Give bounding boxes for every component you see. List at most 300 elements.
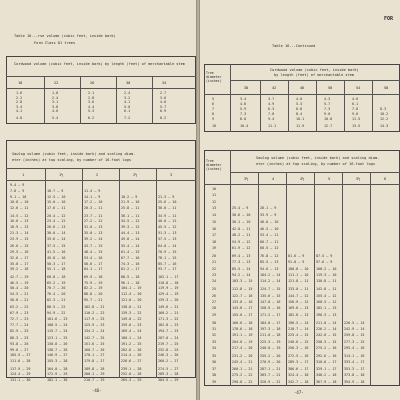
- row-stub: 13: [212, 206, 217, 211]
- right-bottom-stub-header: Tree diameter (inches): [206, 159, 222, 171]
- table-cell: 182.8 — 23: [158, 322, 179, 327]
- table-cell: 232.8 — 25: [158, 347, 179, 352]
- table-cell: 43.7 — 15: [84, 244, 103, 249]
- table-cell: 2.8: [88, 95, 95, 100]
- table-cell: 6.9: [160, 109, 167, 114]
- table-cell: 57.5 — 13: [158, 236, 177, 241]
- table-cell: 23.4 — 12: [47, 219, 66, 224]
- table-cell: 29.5 — 16: [10, 250, 29, 254]
- table-cell: 258.3 — 15: [316, 339, 337, 344]
- right-bottom-header-line2: eter (inches) at top scaling, by number of 16-foot logs: [256, 162, 375, 166]
- table-cell: 76.8 — 12: [260, 253, 279, 258]
- table-cell: 7.8 — 9: [10, 188, 25, 193]
- table-cell: 4.6: [352, 97, 359, 101]
- table-cell: 367.9 — 18: [316, 379, 337, 384]
- table-cell: 102.8 — 21: [84, 305, 105, 310]
- table-cell: 246.3 — 26: [158, 353, 179, 358]
- table-cell: 231.2 — 20: [232, 354, 253, 358]
- table-cell: 104.2 — 14: [260, 273, 281, 277]
- table-cell: 117.9 — 23: [84, 317, 105, 321]
- table-cell: 53.4 — 16: [84, 255, 103, 260]
- table-cell: 94.9 — 22: [47, 311, 66, 316]
- table-cell: 2.4: [124, 91, 131, 95]
- table-cell: 5.7: [160, 104, 167, 109]
- table-cell: 3.6: [88, 100, 95, 105]
- table-cell: 45.8 — 16: [47, 255, 66, 260]
- table-cell: 225.3 — 19: [260, 339, 281, 344]
- table-cell: 158.9 — 16: [260, 306, 281, 311]
- table-cell: 256.3 — 16: [288, 346, 309, 351]
- table-cell: 9.0: [324, 112, 331, 116]
- table-cell: 329.1 — 17: [316, 366, 337, 371]
- table-cell: 189.8 — 28: [84, 366, 105, 371]
- table-cell: 10.8: [324, 117, 333, 121]
- row-stub: 5: [212, 97, 215, 101]
- table-cell: 48.2 — 11: [232, 233, 251, 238]
- table-cell: 6.1: [124, 109, 131, 114]
- table-cell: 4.0: [296, 97, 303, 101]
- table-cell: 164.0 — 28: [47, 366, 68, 371]
- table-cell: 134.2 — 24: [84, 328, 105, 333]
- table-cell: 95.7 — 21: [84, 298, 103, 302]
- table-cell: 58.6 — 17: [84, 261, 103, 266]
- table-cell: 121.8 — 11: [288, 279, 309, 284]
- table-cell: 100.8 — 10: [288, 266, 309, 271]
- table-cell: 4.1: [124, 100, 131, 105]
- table-cell: 97.6 — 9: [316, 260, 333, 265]
- table-cell: 10.2: [380, 112, 389, 116]
- table-cell: 217.4 — 20: [232, 346, 253, 351]
- table-cell: 191.1 — 19: [232, 333, 253, 338]
- column-header: 6: [384, 177, 387, 181]
- table-cell: 171.3 — 22: [158, 317, 179, 321]
- left-bottom-header-line1: Sawlog volume (cubic feet, inside bark) and scaling diam-: [12, 152, 136, 156]
- row-stub: 33: [212, 339, 217, 344]
- left-page: [0, 0, 197, 400]
- table-cell: 292.6 — 16: [316, 354, 337, 358]
- table-cell: 122.7 — 16: [232, 293, 253, 298]
- table-cell: 67.9 — 23: [10, 311, 29, 316]
- table-cell: 239.1 — 28: [121, 366, 142, 371]
- table-cell: 130.8 — 11: [316, 279, 337, 284]
- table-cell: 124.7 — 15: [260, 287, 281, 292]
- row-stub: 31: [212, 327, 217, 331]
- table-cell: 110.2 — 22: [84, 311, 105, 316]
- table-cell: 245.4 — 21: [232, 360, 253, 365]
- table-cell: 139.3 — 22: [121, 311, 142, 316]
- table-cell: 115.7 — 24: [47, 328, 68, 333]
- table-cell: 65.2 — 19: [47, 280, 66, 285]
- table-cell: 133.0 — 11: [288, 287, 309, 292]
- table-cell: 27.2 — 12: [84, 219, 103, 224]
- column-header: 5½: [356, 177, 361, 181]
- left-title-line1: Table 16.--rse volume (cubic feet, inside bark): [14, 34, 116, 38]
- column-header: 1: [22, 173, 25, 177]
- row-stub: 35: [212, 354, 217, 358]
- table-cell: 155.3 — 28: [47, 359, 68, 364]
- table-cell: 135.6 — 15: [260, 293, 281, 298]
- table-cell: 10.8 — 10: [10, 200, 29, 205]
- table-cell: 255.2 — 20: [260, 354, 281, 358]
- row-stub: 23: [212, 273, 217, 277]
- row-stub: 16: [212, 226, 217, 231]
- table-cell: 39.3 — 12: [121, 225, 140, 230]
- table-cell: 40.0 — 12: [158, 219, 177, 224]
- table-cell: 39.2 — 18: [10, 267, 29, 272]
- table-cell: 169.4 — 24: [121, 328, 142, 333]
- table-cell: 160.2 — 21: [158, 311, 179, 316]
- row-stub: 21: [212, 260, 217, 265]
- table-cell: 14.1 — 9: [84, 194, 101, 199]
- right-top-header-line2: by length (feet) of merchantable stem: [274, 73, 355, 77]
- table-cell: 149.6 — 21: [158, 305, 179, 310]
- table-cell: 104.1 — 19: [121, 286, 142, 291]
- table-cell: 51.3 — 13: [158, 231, 177, 235]
- table-cell: 169.6 — 13: [288, 306, 309, 311]
- table-cell: 5.4: [52, 116, 59, 121]
- table-cell: 21.3 — 14: [10, 231, 29, 235]
- table-cell: 333.4 — 17: [344, 360, 365, 365]
- table-cell: 18.2 — 9: [121, 194, 138, 199]
- table-cell: 242.0 — 15: [316, 333, 337, 338]
- table-cell: 139.3 — 20: [158, 298, 179, 302]
- table-cell: 289.3 — 17: [288, 360, 309, 365]
- table-cell: 259.8 — 15: [344, 333, 365, 338]
- table-cell: 111.1 — 10: [288, 273, 309, 277]
- table-cell: 182.1 — 13: [316, 306, 337, 311]
- column-header: 4½: [300, 177, 305, 181]
- table-cell: 211.0 — 14: [316, 320, 337, 325]
- table-cell: 42.7 — 19: [10, 274, 29, 279]
- column-header: 54: [356, 86, 361, 90]
- right-corner-text: FOR: [384, 16, 394, 22]
- table-cell: 172.9 — 29: [47, 372, 68, 377]
- table-cell: 26.6 — 13: [47, 225, 66, 230]
- table-cell: 119.9 — 19: [158, 286, 179, 291]
- row-stub: 6: [212, 102, 215, 106]
- table-cell: 88.5 — 22: [47, 305, 66, 310]
- row-stub: 7: [212, 107, 215, 111]
- table-cell: 85.5 — 14: [232, 266, 251, 271]
- table-cell: 72.7 — 23: [10, 317, 29, 321]
- row-stub: 36: [212, 360, 217, 365]
- table-cell: 226.5 — 14: [344, 320, 365, 325]
- table-cell: 5.3: [296, 102, 303, 106]
- column-header: 42: [272, 86, 277, 90]
- table-cell: 78.1 — 15: [158, 255, 177, 260]
- table-cell: 55.4 — 14: [121, 244, 140, 249]
- table-cell: 35.8 — 17: [10, 261, 29, 266]
- table-cell: 143.8 — 17: [232, 306, 253, 311]
- table-cell: 5.0: [124, 104, 131, 109]
- row-stub: 29: [212, 312, 217, 317]
- table-cell: 160.7 — 26: [84, 347, 105, 352]
- table-cell: 2.8: [16, 100, 23, 105]
- table-cell: 4.6: [240, 102, 247, 106]
- table-cell: 31.0 — 13: [84, 225, 103, 230]
- table-cell: 287.1 — 21: [260, 366, 281, 371]
- table-cell: 289.3 — 28: [158, 372, 179, 377]
- table-cell: 105.5 — 27: [10, 353, 31, 358]
- table-cell: 39.2 — 14: [84, 236, 103, 241]
- table-cell: 179.8 — 27: [84, 359, 105, 364]
- table-cell: 61.4 — 15: [121, 250, 140, 254]
- table-cell: 272.5 — 16: [288, 354, 309, 358]
- table-cell: 166.6 — 18: [232, 320, 253, 325]
- left-top-table-header: Cordwood volume (cubic feet, inside bark) by length (feet) of merchantable stem: [14, 62, 185, 66]
- table-cell: 4.4: [88, 104, 95, 109]
- table-cell: 5.9: [240, 107, 247, 111]
- table-cell: 112.4 — 20: [121, 292, 142, 297]
- column-header: 22: [54, 81, 59, 85]
- table-cell: 110.8 — 18: [158, 280, 179, 285]
- table-cell: 111.6 — 28: [10, 359, 31, 364]
- table-cell: 12.7: [324, 123, 333, 128]
- left-page-number: -46-: [92, 388, 102, 393]
- table-cell: 114.2 — 14: [260, 279, 281, 284]
- table-cell: 50.4 — 20: [10, 286, 29, 291]
- row-stub: 12: [212, 199, 217, 204]
- table-cell: 54.5 — 21: [10, 292, 29, 297]
- column-header: 3: [170, 173, 173, 177]
- row-stub: 15: [212, 220, 217, 225]
- column-header: 2: [96, 173, 99, 177]
- table-cell: 88.5 — 18: [121, 274, 140, 279]
- table-cell: 6.8: [296, 107, 303, 111]
- table-cell: 26.6 — 15: [10, 244, 29, 249]
- table-cell: 129.4 — 19: [158, 292, 179, 297]
- table-cell: 265.3 — 29: [121, 378, 142, 383]
- table-cell: 7.3: [324, 107, 331, 111]
- table-cell: 200.1 — 29: [84, 372, 105, 377]
- table-cell: 91.0 — 9: [288, 260, 305, 265]
- row-stub: 20: [212, 253, 217, 258]
- table-cell: 25.4 — 9: [232, 206, 249, 211]
- column-header: 26: [90, 81, 95, 85]
- table-cell: 102.1 — 17: [158, 274, 179, 279]
- table-cell: 41.5 — 16: [47, 250, 66, 254]
- table-cell: 11.9: [296, 123, 305, 128]
- table-cell: 12.6 — 11: [10, 206, 29, 211]
- table-cell: 142.7 — 25: [84, 336, 105, 340]
- table-cell: 242.9 — 14: [344, 327, 365, 331]
- table-cell: 20.4 — 12: [47, 213, 66, 218]
- row-stub: 39: [212, 379, 217, 384]
- table-cell: 23.9 — 15: [10, 236, 29, 241]
- table-cell: 108.5 — 24: [47, 322, 68, 327]
- table-cell: 123.1 — 25: [47, 336, 68, 340]
- row-stub: 27: [212, 300, 217, 304]
- table-cell: 81.6 — 9: [288, 253, 305, 258]
- table-cell: 191.2 — 25: [121, 341, 142, 346]
- table-cell: 3.1: [52, 100, 59, 105]
- column-header: 46: [300, 86, 305, 90]
- table-cell: 6.3: [268, 107, 275, 111]
- table-cell: 149.0 — 22: [121, 317, 142, 321]
- table-cell: 180.1 — 24: [121, 336, 142, 340]
- table-cell: 4.6: [160, 100, 167, 105]
- table-cell: 342.7 — 18: [288, 379, 309, 384]
- table-cell: 82.2 — 19: [84, 286, 103, 291]
- table-cell: 82.9 — 25: [10, 328, 29, 333]
- table-cell: 34.9 — 11: [158, 213, 177, 218]
- table-cell: 103.3 — 15: [232, 279, 253, 284]
- table-cell: 7.2: [124, 116, 131, 121]
- row-stub: 30: [212, 320, 217, 325]
- table-cell: 252.0 — 28: [121, 372, 142, 377]
- table-cell: 42.0 — 11: [232, 226, 251, 231]
- table-cell: 277.3 — 15: [344, 339, 365, 344]
- row-stub: 28: [212, 306, 217, 311]
- table-cell: 2.4: [52, 95, 59, 100]
- table-cell: 182.8 — 13: [288, 312, 309, 317]
- table-cell: 32.6 — 17: [10, 255, 29, 260]
- table-cell: 45.5 — 12: [158, 225, 177, 230]
- column-header: 34: [162, 81, 167, 85]
- table-cell: 8.8: [240, 117, 247, 121]
- table-cell: 373.8 — 18: [344, 373, 365, 378]
- table-cell: 394.9 — 18: [344, 379, 365, 384]
- table-cell: 133.0 — 16: [232, 300, 253, 304]
- table-cell: 4.3: [324, 97, 331, 101]
- table-cell: 16.6 — 13: [10, 219, 29, 224]
- row-stub: 18: [212, 239, 217, 244]
- table-cell: 93.8 — 26: [10, 341, 29, 346]
- table-cell: 178.6 — 18: [232, 327, 253, 331]
- column-header: 4: [272, 177, 275, 181]
- table-cell: 33.9 — 9: [260, 212, 277, 217]
- table-cell: 25.8 — 11: [121, 206, 140, 211]
- right-title: Table 16.--Continued: [272, 44, 316, 48]
- right-top-header-line1: Cordwood volume (cubic feet, inside bark): [270, 68, 359, 72]
- table-cell: 214.4 — 26: [121, 353, 142, 358]
- table-cell: 96.1 — 18: [121, 280, 140, 285]
- table-cell: 324.4 — 18: [288, 373, 309, 378]
- table-cell: 151.6 — 25: [84, 341, 105, 346]
- table-cell: 260.1 — 21: [232, 366, 253, 371]
- table-cell: 219.7 — 25: [158, 341, 179, 346]
- table-cell: 94.2 — 14: [232, 273, 251, 277]
- table-cell: 17.2 — 10: [84, 200, 103, 205]
- table-cell: 184.0 — 17: [260, 320, 281, 325]
- table-cell: 20.3 — 11: [84, 206, 103, 211]
- table-cell: 275.2 — 16: [316, 346, 337, 351]
- row-stub: 22: [212, 266, 217, 271]
- table-cell: 320.9 — 22: [260, 379, 281, 384]
- table-cell: 67.7 — 16: [121, 255, 140, 260]
- table-cell: 7.8: [268, 112, 275, 116]
- table-cell: 303.7 — 21: [260, 373, 281, 378]
- table-cell: 4.6: [52, 109, 59, 114]
- table-cell: 142.8 — 11: [316, 287, 337, 292]
- column-header: 30: [126, 81, 131, 85]
- table-cell: 2.7: [160, 91, 167, 95]
- row-stub: 34: [212, 346, 217, 351]
- table-cell: 75.9 — 19: [84, 280, 103, 285]
- table-cell: 69.4 — 13: [232, 253, 251, 258]
- table-cell: 17.6 — 11: [47, 206, 66, 211]
- table-cell: 270.9 — 20: [260, 360, 281, 365]
- table-cell: 156.9 — 12: [288, 300, 309, 304]
- table-cell: 30.0 — 11: [158, 206, 177, 211]
- table-cell: 36.1 — 10: [232, 220, 251, 225]
- table-cell: 314.1 — 16: [344, 354, 365, 358]
- table-cell: 6.1: [352, 102, 359, 106]
- table-cell: 23.7 — 11: [84, 213, 103, 218]
- right-bottom-header-line1: Sawlog volume (cubic feet, inside bark) and scaling diam-: [256, 156, 380, 160]
- table-cell: 8.4: [296, 112, 303, 116]
- row-stub: 10: [212, 187, 217, 191]
- table-cell: 60.0 — 18: [47, 274, 66, 279]
- table-cell: 170.1 — 27: [84, 353, 105, 358]
- row-stub: 11: [212, 193, 217, 198]
- table-cell: 33.6 — 14: [47, 236, 66, 241]
- left-title-line2: Form Class 81 trees: [34, 41, 76, 45]
- column-header: 2½: [133, 173, 138, 177]
- table-cell: 46.5 — 19: [10, 280, 29, 285]
- table-cell: 58.8 — 21: [10, 298, 29, 302]
- table-cell: 117.9 — 29: [10, 366, 31, 371]
- table-cell: 21.3 — 9: [158, 194, 175, 199]
- table-cell: 48.4 — 15: [84, 250, 103, 254]
- table-cell: 274.5 — 27: [158, 366, 179, 371]
- row-stub: 24: [212, 279, 217, 284]
- table-cell: 30.1 — 11: [121, 213, 140, 218]
- row-stub: 26: [212, 293, 217, 298]
- table-cell: 34.5 — 12: [121, 219, 140, 224]
- row-stub: 10: [212, 123, 217, 128]
- table-cell: 131.1 — 30: [10, 378, 31, 383]
- table-cell: 3.4: [240, 97, 247, 101]
- table-cell: 112.8 — 15: [232, 287, 253, 292]
- table-cell: 63.2 — 22: [10, 305, 29, 310]
- row-stub: 32: [212, 333, 217, 338]
- table-cell: 130.0 — 21: [121, 305, 142, 310]
- row-stub: 9: [212, 117, 215, 121]
- table-cell: 119.3 — 10: [316, 273, 337, 277]
- table-cell: 155.0 — 17: [232, 312, 253, 317]
- column-header: 1½: [59, 173, 64, 177]
- table-cell: 3.7: [268, 97, 275, 101]
- table-cell: 88.8 — 20: [84, 292, 103, 297]
- table-cell: 3.4: [16, 104, 23, 109]
- table-cell: 12.5 — 10: [47, 194, 66, 199]
- table-cell: 4.1: [16, 109, 23, 114]
- table-cell: 306.6 — 17: [288, 366, 309, 371]
- row-stub: 37: [212, 366, 217, 371]
- table-cell: 182.1 — 30: [47, 378, 68, 383]
- column-header: 50: [328, 86, 333, 90]
- table-cell: 4.9: [268, 102, 275, 106]
- table-cell: 64.0 — 14: [158, 244, 177, 249]
- table-cell: 44.4 — 13: [121, 231, 140, 235]
- left-bottom-header-line2: eter (inches) at top scaling, by number of 16-foot logs: [12, 158, 131, 162]
- table-cell: 93.7 — 17: [158, 267, 177, 272]
- table-cell: 3.6: [160, 95, 167, 100]
- table-cell: 197.3 — 18: [260, 327, 281, 331]
- table-cell: 82.3 — 21: [47, 298, 66, 302]
- table-cell: 155.4 — 12: [316, 293, 337, 298]
- table-cell: 204.0 — 19: [232, 339, 253, 344]
- table-cell: 240.6 — 15: [288, 339, 309, 344]
- table-cell: 295.4 — 16: [344, 346, 365, 351]
- table-cell: 11.4 — 9: [84, 188, 101, 193]
- table-cell: 74.3 — 16: [121, 261, 140, 266]
- table-cell: 21.9 — 10: [121, 200, 140, 205]
- right-page-number: -47-: [294, 390, 304, 395]
- table-cell: 77.7 — 24: [10, 322, 29, 327]
- table-cell: 68.5 — 12: [260, 246, 279, 250]
